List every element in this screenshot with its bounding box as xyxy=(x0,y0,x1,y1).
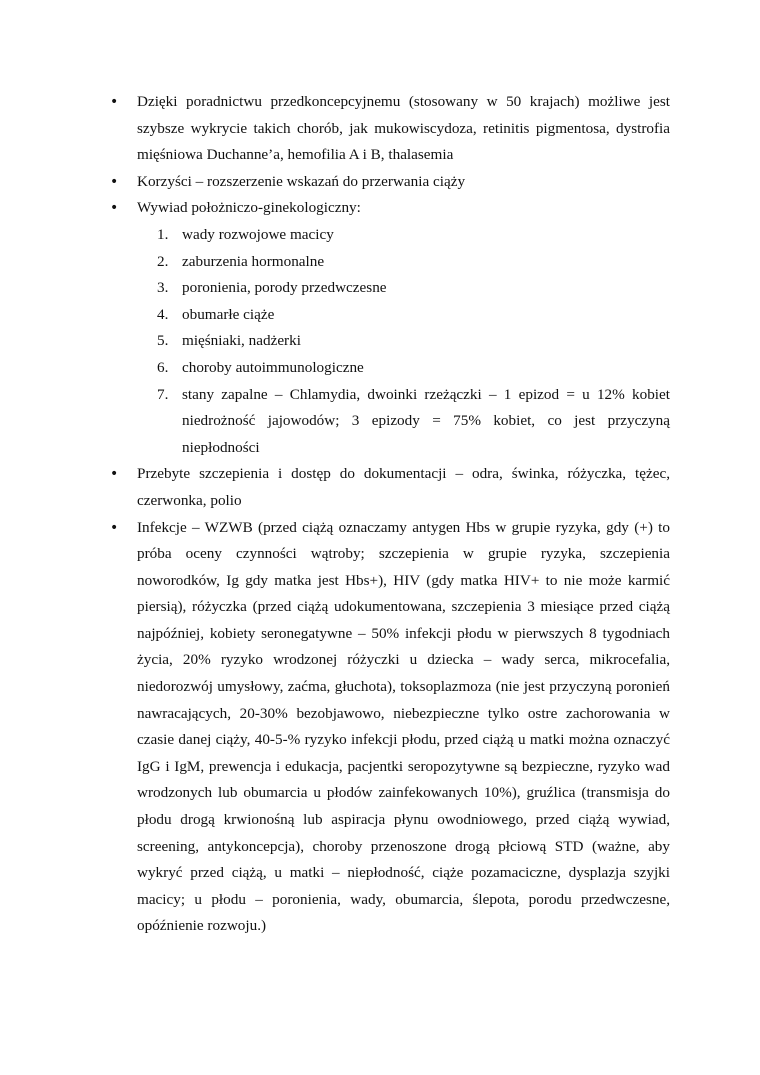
bullet-text: Dzięki poradnictwu przedkoncepcyjnemu (stosowany w 50 krajach) możliwe jest szybsze wykrycie takich chorób, jak mukowiscydoza, retinitis pigmentosa, dystrofia mięśniowa Duchanne’a, hemofilia A i B, thalasemia xyxy=(137,93,670,164)
item-number: 5. xyxy=(157,332,169,350)
bullet-item xyxy=(110,195,670,461)
item-text: poronienia, porody przedwczesne xyxy=(182,279,387,297)
bullet-item xyxy=(110,461,670,514)
item-number: 3. xyxy=(157,279,169,297)
item-number: 1. xyxy=(157,225,169,243)
list-item xyxy=(157,275,670,302)
list-item xyxy=(157,222,670,249)
bullet-text: Wywiad położniczo-ginekologiczny: xyxy=(137,199,361,217)
item-number: 6. xyxy=(157,358,169,376)
list-item xyxy=(157,302,670,329)
bullet-text: Przebyte szczepienia i dostęp do dokumentacji – odra, świnka, różyczka, tężec, czerwonka, polio xyxy=(137,465,670,509)
item-text: stany zapalne – Chlamydia, dwoinki rzeżączki – 1 epizod = u 12% kobiet niedrożność jajowodów; 3 epizody = 75% kobiet, co jest przyczyną niepłodności xyxy=(182,385,670,456)
item-text: mięśniaki, nadżerki xyxy=(182,332,301,350)
bullet-item xyxy=(110,515,670,941)
list-item xyxy=(157,382,670,462)
item-text: choroby autoimmunologiczne xyxy=(182,358,364,376)
item-number: 4. xyxy=(157,305,169,323)
list-item xyxy=(157,249,670,276)
list-item xyxy=(157,355,670,382)
item-number: 2. xyxy=(157,252,169,270)
bullet-text: Infekcje – WZWB (przed ciążą oznaczamy antygen Hbs w grupie ryzyka, gdy (+) to próba oceny czynności wątroby; szczepienia w grupie ryzyka, szczepienia noworodków, Ig gdy matka jest Hbs+), HIV (gdy matka HIV+ to nie może karmić piersią), różyczka (przed ciążą udokumentowana, szczepienia 3 miesiące przed ciążą najpóźniej, kobiety seronegatywne – 50% infekcji płodu w pierwszych 8 tygodniach życia, 20% ryzyko wrodzonej różyczki u dziecka – wady serca, mikrocefalia, niedorozwój umysłowy, zaćma, głuchota), toksoplazmoza (nie jest przyczyną poronień nawracających, 20-30% bezobjawowo, niebezpieczne tylko ostre zachorowania w czasie danej ciąży, 40-5-% ryzyko infekcji płodu, przed ciążą u matki można oznaczyć IgG i IgM, prewencja i edukacja, pacjentki seropozytywne są bezpieczne, ryzyko wad wrodzonych lub obumarcia u płodów zainfekowanych 10%), gruźlica (transmisja do płodu drogą krwionośną lub aspiracja płynu owodniowego, przed ciążą wywiad, screening, antykoncepcja), choroby przenoszone drogą płciową STD (ważne, aby wykryć przed ciążą, u matki – niepłodność, ciąże pozamaciczne, dysplazja szyjki macicy; u płodu – poronienia, wady, obumarcia, ślepota, porodu przedwczesne, opóźnienie rozwoju.) xyxy=(137,518,670,935)
bullet-text: Korzyści – rozszerzenie wskazań do przerwania ciąży xyxy=(137,172,466,190)
bullet-list xyxy=(110,89,670,940)
numbered-list xyxy=(157,222,670,461)
item-number: 7. xyxy=(157,385,169,403)
item-text: wady rozwojowe macicy xyxy=(182,225,334,243)
bullet-item xyxy=(110,169,670,196)
item-text: obumarłe ciąże xyxy=(182,305,275,323)
list-item xyxy=(157,328,670,355)
bullet-item xyxy=(110,89,670,169)
item-text: zaburzenia hormonalne xyxy=(182,252,325,270)
